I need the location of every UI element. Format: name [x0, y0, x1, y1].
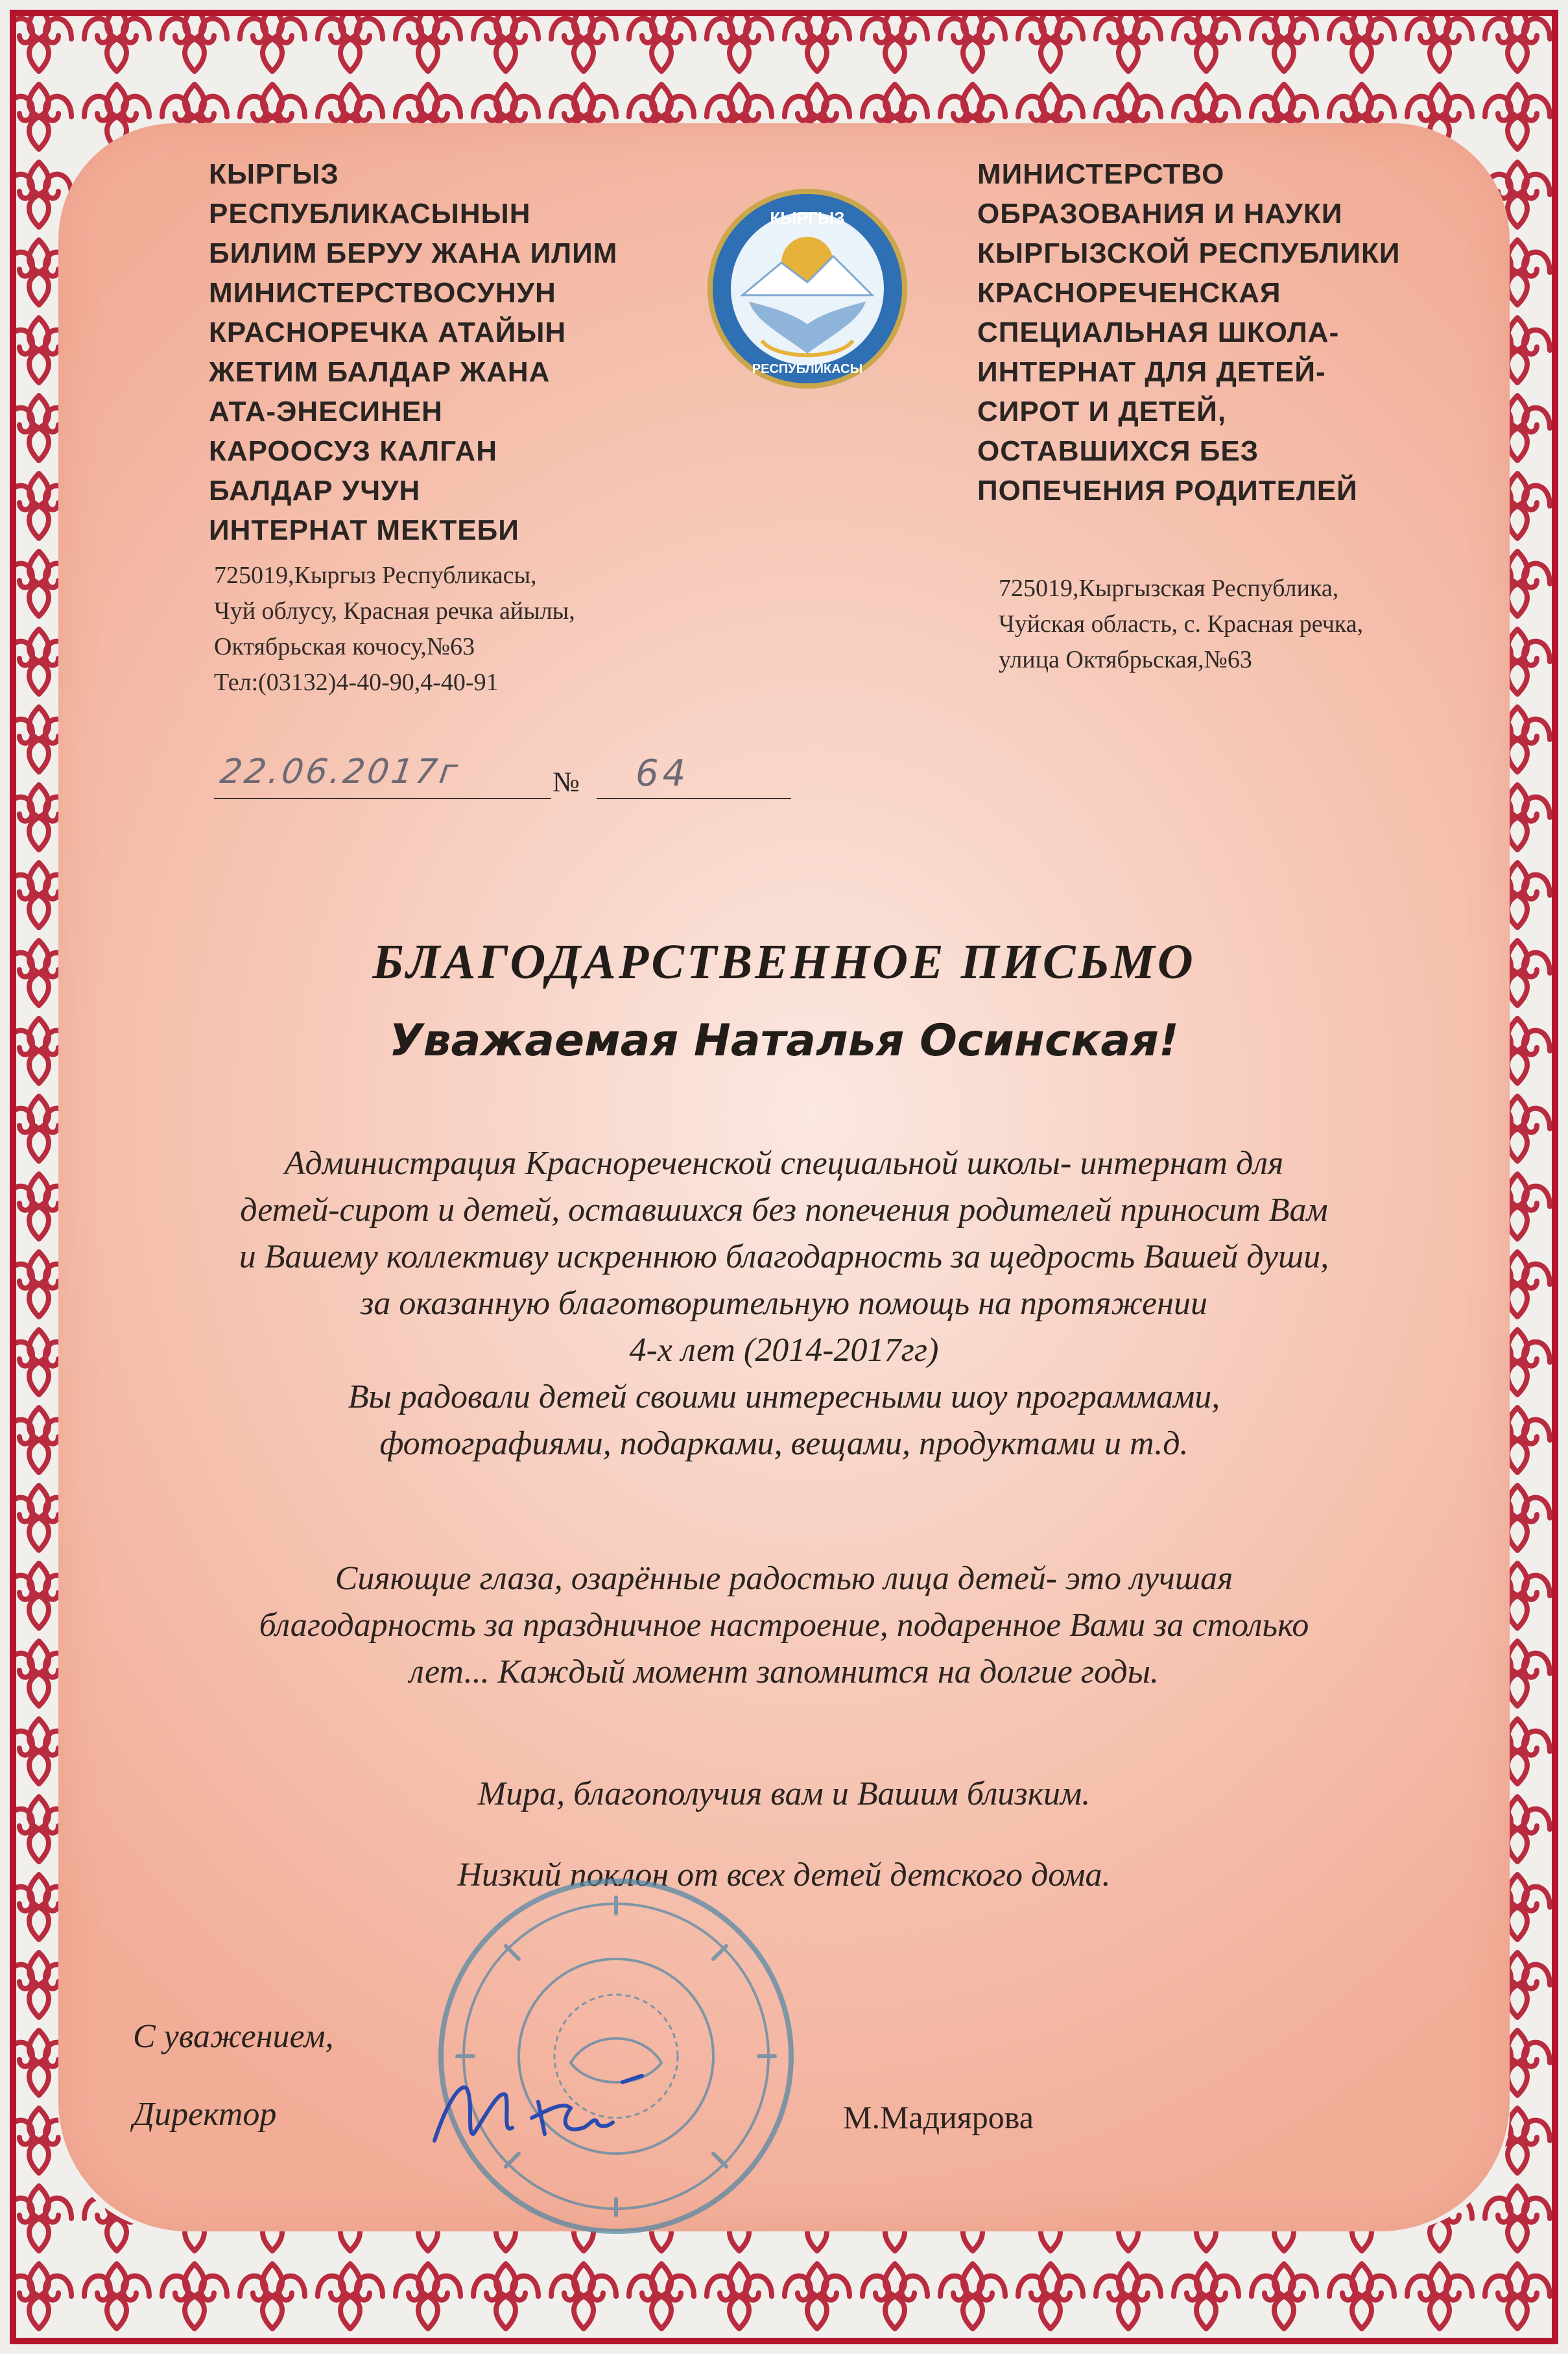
header-line: ОСТАВШИХСЯ БЕЗ: [977, 435, 1259, 467]
header-line: МИНИСТЕРСТВО: [977, 158, 1225, 190]
header-line: ИНТЕРНАТ МЕКТЕБИ: [209, 514, 519, 546]
header-line: КРАСНОРЕЧЕНСКАЯ: [977, 277, 1281, 309]
emblem-bottom-text: РЕСПУБЛИКАСЫ: [752, 362, 863, 376]
body-line: Вы радовали детей своими интересными шоу программами,: [348, 1378, 1220, 1415]
signature-role: Директор: [133, 2096, 277, 2133]
address-line: улица Октябрьская,№63: [999, 646, 1252, 673]
registration-number-label: №: [552, 766, 580, 798]
paragraph-children: [130, 1555, 1438, 1696]
header-line: КЫРГЫЗСКОЙ РЕСПУБЛИКИ: [977, 237, 1401, 269]
body-line: детей-сирот и детей, оставшихся без попечения родителей приносит Вам: [240, 1192, 1328, 1229]
body-line: фотографиями, подарками, вещами, продуктами и т.д.: [379, 1425, 1189, 1462]
header-right-russian: [977, 154, 1400, 510]
paragraph-wishes: Мира, благополучия вам и Вашим близким.: [477, 1775, 1091, 1812]
handwritten-signature-icon: [428, 2063, 713, 2160]
header-line: КАРООСУЗ КАЛГАН: [209, 435, 497, 467]
registration-number: 64: [636, 752, 690, 795]
header-line: ПОПЕЧЕНИЯ РОДИТЕЛЕЙ: [977, 475, 1358, 507]
address-line: 725019,Кыргызская Республика,: [999, 575, 1339, 602]
header-line: БИЛИМ БЕРУУ ЖАНА ИЛИМ: [209, 237, 618, 269]
header-line: АТА-ЭНЕСИНЕН: [209, 396, 443, 427]
number-underline: [597, 798, 791, 799]
round-seal-stamp-icon: [428, 1868, 804, 2244]
header-line: МИНИСТЕРСТВОСУНУН: [209, 277, 556, 309]
address-line: 725019,Кыргыз Республикасы,: [214, 562, 537, 589]
header-line: ИНТЕРНАТ ДЛЯ ДЕТЕЙ-: [977, 356, 1326, 388]
header-line: РЕСПУБЛИКАСЫНЫН: [209, 198, 531, 230]
header-line: СПЕЦИАЛЬНАЯ ШКОЛА-: [977, 317, 1340, 348]
body-line: Администрация Красноречeнской специальной школы- интернат для: [284, 1145, 1284, 1182]
signature-name: М.Мадиярова: [843, 2099, 1034, 2135]
header-line: БАЛДАР УЧУН: [209, 475, 421, 507]
address-line: Чуйская область, с. Красная речка,: [999, 610, 1364, 638]
paragraph-gratitude: [130, 1140, 1438, 1467]
body-line: 4-х лет (2014-2017гг): [629, 1332, 939, 1369]
address-right: [999, 571, 1363, 678]
address-line: Тел:(03132)4-40-90,4-40-91: [214, 669, 499, 696]
body-line: за оказанную благотворительную помощь на протяжении: [361, 1285, 1207, 1322]
signature-respect: С уважением,: [133, 2018, 334, 2055]
body-line: лет... Каждый момент запомнится на долгие годы.: [409, 1653, 1159, 1690]
paragraph-bow: Низкий поклон от всех детей детского дома.: [457, 1856, 1111, 1893]
letter-title: БЛАГОДАРСТВЕННОЕ ПИСЬМО: [372, 935, 1196, 989]
address-line: Чуй облусу, Красная речка айылы,: [214, 597, 575, 625]
body-line: благодарность за праздничное настроение, подаренное Вами за столько: [259, 1607, 1309, 1644]
header-line: КЫРГЫЗ: [209, 158, 339, 190]
kyrgyz-state-emblem-icon: [704, 185, 911, 392]
address-left: [214, 558, 575, 701]
header-left-kyrgyz: [209, 154, 617, 550]
body-line: и Вашему коллективу искреннюю благодарность за щедрость Вашей души,: [239, 1238, 1329, 1275]
body-line: Сияющие глаза, озарённые радостью лица детей- это лучшая: [335, 1560, 1233, 1597]
header-line: ОБРАЗОВАНИЯ И НАУКИ: [977, 198, 1343, 230]
header-line: СИРОТ И ДЕТЕЙ,: [977, 396, 1227, 427]
date-underline: [214, 798, 551, 799]
header-line: ЖЕТИМ БАЛДАР ЖАНА: [209, 356, 551, 388]
header-line: КРАСНОРЕЧКА АТАЙЫН: [209, 317, 567, 348]
registration-line: [214, 752, 791, 804]
registration-date: 22.06.2017г: [217, 752, 463, 791]
emblem-top-text: КЫРГЫЗ: [770, 208, 845, 228]
address-line: Октябрьская кочосу,№63: [214, 633, 475, 660]
letter-greeting: Уважаемая Наталья Осинская!: [389, 1015, 1179, 1066]
